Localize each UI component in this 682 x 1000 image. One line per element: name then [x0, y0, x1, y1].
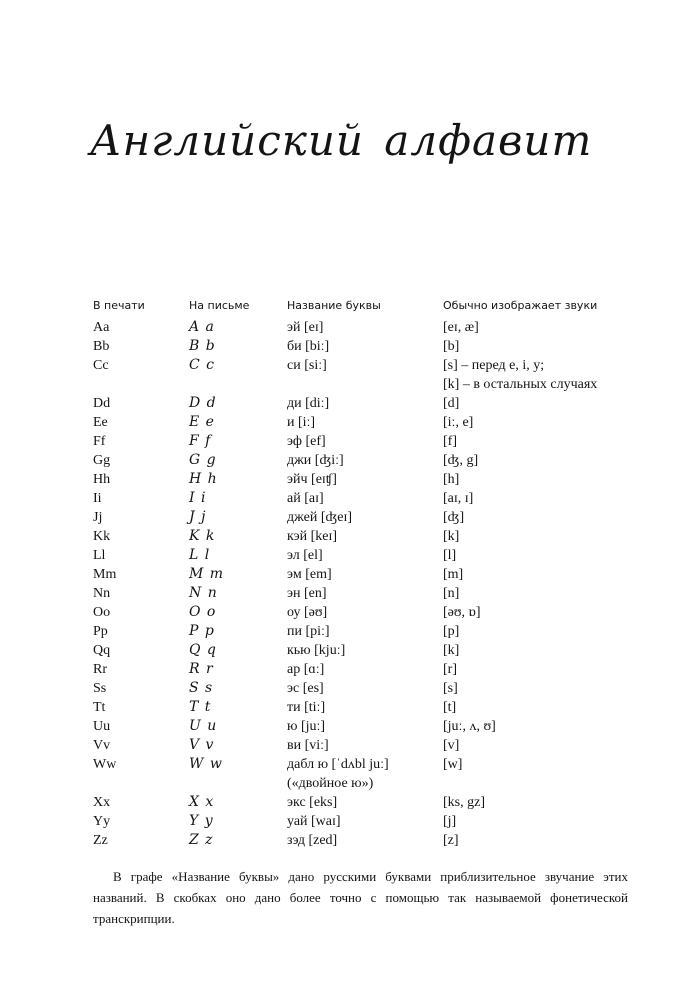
print-letter: Ii	[93, 491, 102, 506]
letter-name-line: ви [viː]	[287, 738, 329, 753]
letter-name	[287, 489, 324, 508]
letter-sounds-line: [h]	[443, 472, 460, 487]
letter-name-line: и [iː]	[287, 415, 316, 430]
written-letter: J j	[189, 509, 207, 525]
letter-sounds	[443, 641, 459, 660]
letter-name-line: кэй [keɪ]	[287, 529, 338, 544]
letter-name	[287, 793, 337, 812]
letter-name-line: эф [ef]	[287, 434, 326, 449]
letter-sounds-line: [v]	[443, 738, 460, 753]
letter-name-line: джи [ʤiː]	[287, 453, 344, 468]
letter-name-line: эл [el]	[287, 548, 323, 563]
letter-sounds	[443, 622, 459, 641]
header-sounds: Обычно изображает звуки	[443, 299, 598, 312]
letter-name-line: пи [piː]	[287, 624, 330, 639]
letter-sounds-line: [iː, e]	[443, 415, 474, 430]
letter-name	[287, 717, 325, 736]
letter-sounds-line: [ʤ]	[443, 510, 465, 525]
letter-name-line: экс [eks]	[287, 795, 338, 810]
written-letter: F f	[189, 433, 212, 449]
letter-name	[287, 622, 330, 641]
letter-name-line: эс [es]	[287, 681, 324, 696]
written-letter: B b	[189, 338, 216, 354]
print-letter: Mm	[93, 567, 117, 582]
letter-sounds-line: [d]	[443, 396, 460, 411]
print-letter: Nn	[93, 586, 111, 601]
written-letter: V v	[189, 737, 215, 753]
written-letter: I i	[189, 490, 207, 506]
written-letter: R r	[189, 661, 214, 677]
letter-sounds	[443, 565, 463, 584]
table-row	[0, 565, 682, 584]
letter-name	[287, 546, 323, 565]
written-letter: S s	[189, 680, 214, 696]
table-row	[0, 641, 682, 660]
letter-sounds	[443, 679, 458, 698]
print-letter: Cc	[93, 358, 109, 373]
written-letter: A a	[189, 319, 215, 335]
table-row	[0, 584, 682, 603]
written-letter: X x	[189, 794, 215, 810]
print-letter: Ww	[93, 757, 117, 772]
letter-sounds-line: [w]	[443, 757, 463, 772]
letter-sounds	[443, 432, 457, 451]
letter-name	[287, 337, 329, 356]
print-letter: Ss	[93, 681, 107, 696]
table-row	[0, 470, 682, 489]
table-row	[0, 660, 682, 679]
letter-name-line: кью [kjuː]	[287, 643, 346, 658]
letter-name-line: эйч [eɪʧ]	[287, 472, 337, 487]
written-letter: E e	[189, 414, 215, 430]
table-header	[0, 299, 682, 315]
print-letter: Vv	[93, 738, 111, 753]
letter-name	[287, 432, 326, 451]
letter-name-line: ю [juː]	[287, 719, 326, 734]
letter-sounds-line: [s] – перед e, i, y;	[443, 358, 545, 373]
table-row	[0, 717, 682, 736]
print-letter: Qq	[93, 643, 111, 658]
letter-sounds-line: [m]	[443, 567, 464, 582]
letter-name	[287, 679, 324, 698]
letter-name	[287, 603, 327, 622]
print-letter: Dd	[93, 396, 111, 411]
letter-name-line: уай [waɪ]	[287, 814, 341, 829]
letter-sounds-line: [r]	[443, 662, 457, 677]
print-letter: Tt	[93, 700, 106, 715]
alphabet-table	[0, 318, 682, 850]
table-row	[0, 698, 682, 717]
letter-name-line: си [siː]	[287, 358, 327, 373]
letter-sounds	[443, 318, 479, 337]
table-row	[0, 337, 682, 356]
written-letter: L l	[189, 547, 211, 563]
table-row	[0, 622, 682, 641]
written-letter: O o	[189, 604, 217, 620]
table-row	[0, 603, 682, 622]
table-row	[0, 413, 682, 432]
letter-name-line: («двойное ю»)	[287, 776, 374, 791]
letter-sounds-line: [əʊ, ɒ]	[443, 605, 481, 620]
letter-sounds	[443, 812, 456, 831]
letter-name	[287, 641, 345, 660]
letter-sounds	[443, 793, 485, 812]
letter-sounds-line: [f]	[443, 434, 457, 449]
footnote-paragraph: В графе «Название буквы» дано русскими буквами приблизительное звучание этих названий. В скобках оно дано более точно с помощью так называемой фонетической транскрипции.	[93, 869, 628, 926]
header-print: В печати	[93, 299, 145, 312]
letter-sounds-line: [n]	[443, 586, 460, 601]
table-row	[0, 394, 682, 413]
table-row	[0, 546, 682, 565]
letter-name-line: би [biː]	[287, 339, 330, 354]
letter-sounds	[443, 603, 481, 622]
letter-sounds-line: [j]	[443, 814, 457, 829]
print-letter: Uu	[93, 719, 111, 734]
letter-sounds-line: [ʤ, g]	[443, 453, 479, 468]
letter-sounds-line: [s]	[443, 681, 458, 696]
print-letter: Kk	[93, 529, 111, 544]
table-row	[0, 527, 682, 546]
print-letter: Yy	[93, 814, 111, 829]
letter-name-line: оу [əʊ]	[287, 605, 328, 620]
letter-name-line: дабл ю [ˈdʌbl juː]	[287, 757, 389, 772]
letter-sounds	[443, 831, 459, 850]
letter-name	[287, 470, 337, 489]
letter-name	[287, 527, 337, 546]
letter-sounds-line: [l]	[443, 548, 457, 563]
written-letter: W w	[189, 756, 223, 772]
table-row	[0, 679, 682, 698]
header-written: На письме	[189, 299, 250, 312]
table-row	[0, 489, 682, 508]
letter-name-line: эн [en]	[287, 586, 327, 601]
letter-name-line: зэд [zed]	[287, 833, 338, 848]
written-letter: Q q	[189, 642, 217, 658]
print-letter: Jj	[93, 510, 103, 525]
written-letter: K k	[189, 528, 216, 544]
written-letter: Y y	[189, 813, 214, 829]
letter-sounds	[443, 508, 464, 527]
table-row	[0, 356, 682, 394]
letter-name	[287, 736, 329, 755]
written-letter: H h	[189, 471, 218, 487]
print-letter: Aa	[93, 320, 110, 335]
letter-name	[287, 356, 327, 375]
letter-sounds	[443, 755, 462, 774]
letter-name	[287, 755, 389, 793]
written-letter: P p	[189, 623, 215, 639]
letter-sounds	[443, 356, 597, 394]
table-row	[0, 755, 682, 793]
letter-name	[287, 660, 324, 679]
letter-sounds	[443, 527, 459, 546]
written-letter: G g	[189, 452, 217, 468]
table-row	[0, 451, 682, 470]
letter-sounds	[443, 451, 478, 470]
letter-sounds-line: [ks, gz]	[443, 795, 485, 810]
print-letter: Bb	[93, 339, 110, 354]
print-letter: Oo	[93, 605, 111, 620]
print-letter: Zz	[93, 833, 108, 848]
letter-name	[287, 413, 315, 432]
letter-name-line: ди [diː]	[287, 396, 330, 411]
written-letter: N n	[189, 585, 218, 601]
letter-sounds-line: [k] – в остальных случаях	[443, 377, 598, 392]
table-row	[0, 812, 682, 831]
letter-sounds-line: [aɪ, ɪ]	[443, 491, 474, 506]
letter-sounds	[443, 470, 459, 489]
letter-name-line: ти [tiː]	[287, 700, 326, 715]
letter-sounds-line: [k]	[443, 643, 460, 658]
written-letter: C c	[189, 357, 216, 373]
letter-sounds	[443, 546, 456, 565]
letter-sounds	[443, 660, 457, 679]
letter-name-line: ар [ɑː]	[287, 662, 325, 677]
letter-name	[287, 565, 332, 584]
written-letter: M m	[189, 566, 225, 582]
letter-sounds	[443, 413, 473, 432]
page-title: Английский алфавит	[89, 116, 593, 165]
letter-sounds-line: [b]	[443, 339, 460, 354]
letter-sounds-line: [k]	[443, 529, 460, 544]
print-letter: Ll	[93, 548, 106, 563]
written-letter: D d	[189, 395, 217, 411]
letter-name	[287, 508, 352, 527]
print-letter: Pp	[93, 624, 108, 639]
header-name: Название буквы	[287, 299, 381, 312]
letter-name	[287, 318, 323, 337]
letter-name	[287, 812, 341, 831]
table-row	[0, 508, 682, 527]
written-letter: Z z	[189, 832, 214, 848]
print-letter: Ee	[93, 415, 108, 430]
table-row	[0, 793, 682, 812]
print-letter: Hh	[93, 472, 111, 487]
table-row	[0, 432, 682, 451]
letter-name-line: джей [ʤeɪ]	[287, 510, 353, 525]
print-letter: Rr	[93, 662, 107, 677]
letter-sounds-line: [eɪ, æ]	[443, 320, 479, 335]
letter-sounds	[443, 736, 459, 755]
letter-sounds	[443, 394, 459, 413]
table-row	[0, 736, 682, 755]
letter-name	[287, 451, 344, 470]
letter-name	[287, 831, 337, 850]
print-letter: Gg	[93, 453, 111, 468]
letter-sounds-line: [z]	[443, 833, 459, 848]
letter-sounds	[443, 698, 456, 717]
print-letter: Xx	[93, 795, 111, 810]
letter-sounds	[443, 337, 459, 356]
written-letter: T t	[189, 699, 212, 715]
written-letter: U u	[189, 718, 218, 734]
letter-sounds-line: [p]	[443, 624, 460, 639]
letter-sounds	[443, 584, 459, 603]
print-letter: Ff	[93, 434, 106, 449]
letter-name-line: ай [aɪ]	[287, 491, 324, 506]
letter-name-line: эй [eɪ]	[287, 320, 324, 335]
letter-sounds	[443, 717, 496, 736]
letter-name	[287, 584, 327, 603]
letter-sounds-line: [t]	[443, 700, 457, 715]
letter-sounds-line: [juː, ʌ, ʊ]	[443, 719, 496, 734]
table-row	[0, 318, 682, 337]
letter-name	[287, 698, 325, 717]
letter-name-line: эм [em]	[287, 567, 332, 582]
letter-name	[287, 394, 329, 413]
letter-sounds	[443, 489, 473, 508]
table-row	[0, 831, 682, 850]
